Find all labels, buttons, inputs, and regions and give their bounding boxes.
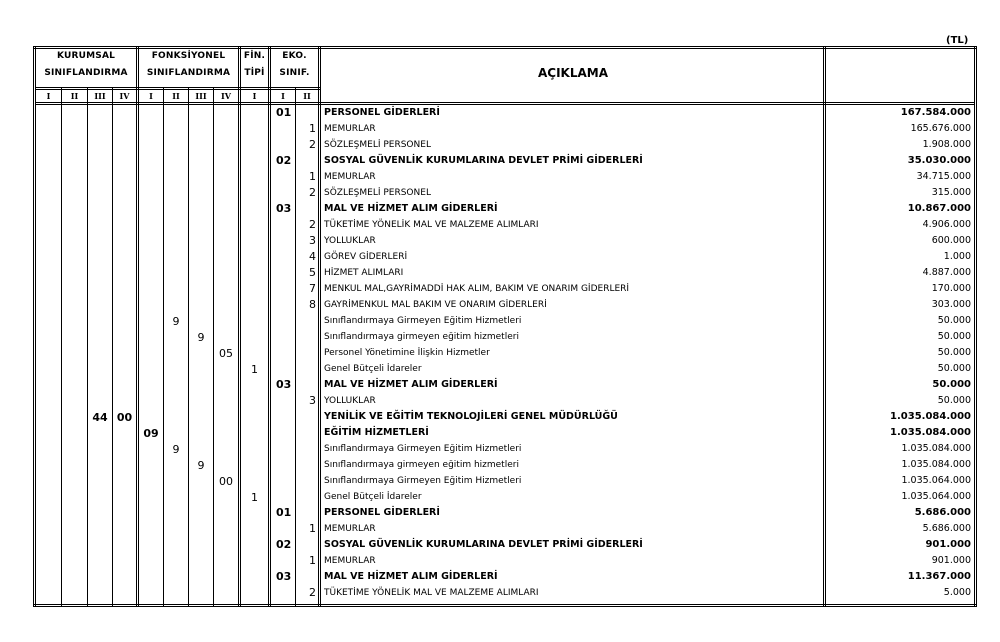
row-amount: 50.000: [932, 379, 971, 390]
table-row: [0, 585, 1000, 601]
sub-header: III: [94, 91, 106, 101]
row-description: MEMURLAR: [324, 172, 376, 182]
table-row: [0, 137, 1000, 153]
table-row: [0, 521, 1000, 537]
currency-note: (TL): [946, 35, 969, 46]
row-amount: 170.000: [931, 283, 971, 294]
table-row: [0, 553, 1000, 569]
row-description: PERSONEL GİDERLERİ: [324, 107, 440, 118]
table-row: [0, 153, 1000, 169]
row-description: EĞİTİM HİZMETLERİ: [324, 427, 429, 438]
row-amount: 50.000: [937, 315, 971, 326]
row-description: YOLLUKLAR: [324, 396, 376, 406]
fonk-ii-code: 9: [172, 443, 180, 456]
row-amount: 4.887.000: [922, 267, 971, 278]
fonk-iv-code: 00: [219, 475, 233, 488]
row-description: Genel Bütçeli İdareler: [324, 492, 422, 502]
table-row: [0, 569, 1000, 585]
row-amount: 11.367.000: [907, 571, 971, 582]
eko-class-ii: 2: [309, 138, 316, 151]
row-description: Sınıflandırmaya Girmeyen Eğitim Hizmetleri: [324, 316, 522, 326]
sub-header: II: [303, 91, 311, 101]
row-amount: 1.035.084.000: [901, 443, 971, 454]
aciklama-header: AÇIKLAMA: [537, 66, 609, 80]
row-amount: 10.867.000: [907, 203, 971, 214]
row-description: SOSYAL GÜVENLİK KURUMLARINA DEVLET PRİMİ GİDERLERİ: [324, 539, 643, 550]
sub-header: II: [70, 91, 79, 101]
eko-class-ii: 5: [309, 266, 316, 279]
table-row: [0, 233, 1000, 249]
eko-class-ii: 1: [309, 522, 316, 535]
row-amount: 1.035.064.000: [901, 491, 971, 502]
table-row: [0, 505, 1000, 521]
row-description: MEMURLAR: [324, 524, 376, 534]
row-description: SOSYAL GÜVENLİK KURUMLARINA DEVLET PRİMİ GİDERLERİ: [324, 155, 643, 166]
eko-header: EKO. SINIF.: [279, 51, 310, 78]
row-description: Sınıflandırmaya girmeyen eğitim hizmetleri: [324, 332, 519, 342]
table-row: [0, 409, 1000, 425]
sub-header: III: [195, 91, 207, 101]
row-description: Sınıflandırmaya Girmeyen Eğitim Hizmetleri: [324, 476, 522, 486]
kurumsal-iii-code: 44: [92, 411, 108, 424]
table-row: [0, 249, 1000, 265]
table-row: [0, 537, 1000, 553]
row-description: SÖZLEŞMELİ PERSONEL: [324, 188, 431, 198]
row-amount: 165.676.000: [910, 123, 971, 134]
sub-header: I: [46, 91, 51, 101]
fin-header: FİN. TİPİ: [243, 51, 266, 78]
row-amount: 50.000: [937, 395, 971, 406]
eko-class-ii: 7: [309, 282, 316, 295]
table-row: [0, 105, 1000, 121]
table-row: [0, 329, 1000, 345]
sub-header: IV: [221, 91, 231, 101]
row-amount: 5.686.000: [914, 507, 971, 518]
table-row: [0, 345, 1000, 361]
row-amount: 4.906.000: [922, 219, 971, 230]
row-description: MEMURLAR: [324, 124, 376, 134]
row-description: HİZMET ALIMLARI: [324, 268, 404, 278]
row-amount: 5.686.000: [922, 523, 971, 534]
eko-class-ii: 4: [309, 250, 316, 263]
row-description: MEMURLAR: [324, 556, 376, 566]
table-row: [0, 169, 1000, 185]
row-amount: 5.000: [943, 587, 971, 598]
row-description: MAL VE HİZMET ALIM GİDERLERİ: [324, 571, 498, 582]
eko-class-ii: 1: [309, 170, 316, 183]
row-amount: 1.035.084.000: [890, 411, 971, 422]
row-description: Sınıflandırmaya Girmeyen Eğitim Hizmetleri: [324, 444, 522, 454]
eko-class-ii: 2: [309, 186, 316, 199]
fonk-iii-code: 9: [197, 459, 205, 472]
row-description: YENİLİK VE EĞİTİM TEKNOLOJİLERİ GENEL MÜDÜRLÜĞÜ: [324, 411, 618, 422]
table-row: [0, 473, 1000, 489]
table-row: [0, 313, 1000, 329]
row-description: MAL VE HİZMET ALIM GİDERLERİ: [324, 203, 498, 214]
kurumsal-iv-code: 00: [116, 411, 133, 424]
sub-header: IV: [119, 91, 130, 101]
fin-code: 1: [251, 363, 258, 376]
sub-header: I: [281, 91, 285, 101]
fonksiyonel-header: FONKSİYONEL SINIFLANDIRMA: [146, 51, 231, 78]
eko-class-i: 03: [276, 202, 292, 215]
row-amount: 600.000: [931, 235, 971, 246]
fonk-iii-code: 9: [197, 331, 205, 344]
row-amount: 303.000: [931, 299, 971, 310]
row-description: Personel Yönetimine İlişkin Hizmetler: [324, 348, 490, 358]
fonk-ii-code: 9: [172, 315, 180, 328]
eko-class-i: 01: [276, 106, 292, 119]
row-description: YOLLUKLAR: [324, 236, 376, 246]
row-description: GÖREV GİDERLERİ: [324, 252, 408, 262]
eko-class-ii: 3: [309, 234, 316, 247]
eko-class-ii: 8: [309, 298, 316, 311]
eko-class-i: 03: [276, 570, 292, 583]
table-row: [0, 281, 1000, 297]
table-row: [0, 457, 1000, 473]
row-description: PERSONEL GİDERLERİ: [324, 507, 440, 518]
kurumsal-header: KURUMSAL SINIFLANDIRMA: [44, 51, 128, 78]
row-description: MENKUL MAL,GAYRİMADDİ HAK ALIM, BAKIM VE ONARIM GİDERLERİ: [324, 284, 630, 294]
sub-header: I: [252, 91, 257, 101]
table-row: [0, 297, 1000, 313]
row-description: Genel Bütçeli İdareler: [324, 364, 422, 374]
row-amount: 50.000: [937, 347, 971, 358]
row-description: Sınıflandırmaya girmeyen eğitim hizmetleri: [324, 460, 519, 470]
eko-class-ii: 2: [309, 586, 316, 599]
row-amount: 34.715.000: [916, 171, 971, 182]
table-row: [0, 201, 1000, 217]
fonk-iv-code: 05: [219, 347, 233, 360]
row-amount: 1.908.000: [922, 139, 971, 150]
row-description: TÜKETİME YÖNELİK MAL VE MALZEME ALIMLARI: [324, 220, 539, 230]
table-row: [0, 425, 1000, 441]
row-description: TÜKETİME YÖNELİK MAL VE MALZEME ALIMLARI: [324, 588, 539, 598]
row-amount: 1.035.064.000: [901, 475, 971, 486]
row-amount: 1.035.084.000: [890, 427, 971, 438]
row-description: SÖZLEŞMELİ PERSONEL: [324, 140, 431, 150]
eko-class-ii: 3: [309, 394, 316, 407]
sub-header: II: [172, 91, 180, 101]
fonk-i-code: 09: [143, 427, 159, 440]
row-amount: 50.000: [937, 363, 971, 374]
eko-class-ii: 2: [309, 218, 316, 231]
table-row: [0, 361, 1000, 377]
table-row: [0, 441, 1000, 457]
table-row: [0, 393, 1000, 409]
eko-class-i: 01: [276, 506, 292, 519]
eko-class-i: 02: [276, 538, 292, 551]
eko-class-ii: 1: [309, 554, 316, 567]
row-amount: 50.000: [937, 331, 971, 342]
table-row: [0, 489, 1000, 505]
row-amount: 167.584.000: [900, 107, 971, 118]
table-row: [0, 265, 1000, 281]
sub-header: I: [149, 91, 153, 101]
row-amount: 315.000: [931, 187, 971, 198]
row-description: MAL VE HİZMET ALIM GİDERLERİ: [324, 379, 498, 390]
row-amount: 901.000: [931, 555, 971, 566]
eko-class-i: 02: [276, 154, 292, 167]
table-row: [0, 185, 1000, 201]
table-row: [0, 121, 1000, 137]
row-amount: 901.000: [925, 539, 971, 550]
fin-code: 1: [251, 491, 258, 504]
eko-class-i: 03: [276, 378, 292, 391]
eko-class-ii: 1: [309, 122, 316, 135]
row-description: GAYRİMENKUL MAL BAKIM VE ONARIM GİDERLERİ: [324, 300, 547, 310]
row-amount: 35.030.000: [907, 155, 971, 166]
table-row: [0, 377, 1000, 393]
row-amount: 1.035.084.000: [901, 459, 971, 470]
row-amount: 1.000: [943, 251, 971, 262]
table-row: [0, 217, 1000, 233]
